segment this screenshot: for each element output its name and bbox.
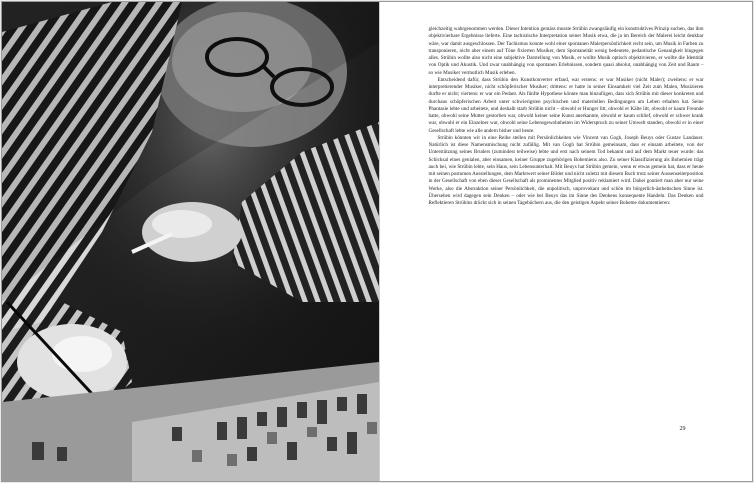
photograph-painter-at-work [2, 2, 379, 481]
page-number: 29 [679, 426, 686, 432]
book-spread [2, 2, 752, 481]
paragraph: gleichzeitig wahrgenommen werden. Dieser Intention gemäss musste Strübin zwangsläufig ein konstruktives Prinzip suchen, das ihm objektivierbare Ergebnisse lieferte. Eine tachistische Interpretation seiner Musik etwa, die ja im Bereich der Malerei leicht denkbar wäre, war damit ausgeschlossen. Der Tachismus konnte wohl einer spontanen Malerpersönlichkeit recht sein, um Musik in Farben zu transponieren, nicht aber einem auf Töne fixierten Musiker, dem Spontaneität wenig bedeutete, pedantische Genauigkeit hingegen alles. Strübin wollte also nicht eine subjektive Darstellung von Musik, er wollte Musik optisch objektivieren, er wollte die Identität von Optik und Akustik. Und zwar unabhängig von spontanen Erlebnissen, sondern quasi absolut, unabhängig von Zeit und Raum – so wie Musiker vermutlich Musik erleben. [428, 26, 704, 76]
paragraph: Entscheidend dafür, dass Strübin den Kunstkonverter erfand, war erstens: er war Musiker (nicht Maler); zweitens: er war interpretierender Musiker, nicht schöpferischer Musiker; drittens: er hatte in seiner Einsamkeit viel Zeit zum Malen, Musizieren durfte er nicht; viertens: er war ein Pedant. Als fünfte Hypothese könnte man hinzufügen, dass sich Strübin mit dieser konkreten und durchaus schöpferischen Arbeit unter schwierigsten psychischen und materiellen Bedingungen am Leben erhalten hat. Seine Phantasie lebte und arbeitete, und deshalb starb Strübin nicht – obwohl er Hunger litt, obwohl er Kälte litt, obwohl er kaum Freunde hatte, obwohl seine Mutter gestorben war, obwohl keiner seine Kunst anerkannte, obwohl er kaum schlief, obwohl er schwer krank war, obwohl er ein Einzelner war, obwohl seine Lebensgewohnheiten im Widerspruch zu seiner Umwelt standen, obwohl er in einer Gesellschaft lebte wie alle andern bisher und heute. [428, 76, 704, 134]
photo-page [2, 2, 379, 481]
paragraph: Strübin könnten wir in eine Reihe stellen mit Persönlichkeiten wie Vincent van Gogh, Joseph Beuys oder Gustav Landauer. Natürlich ist diese Namensmischung nicht zufällig. Mit van Gogh hat Strübin gemeinsam, dass er einsam arbeitete, von der Unterstützung seines Bruders (zumindest teilweise) lebte und erst nach seinem Tod bekannt und auf dem Markt teuer wurde: das Schicksal eines genialen, aber einsamen, keiner Gruppe zugehörigen Bohemiens also. Zu seiner Klassifizierung als Bohemien trägt auch bei, wie Strübin lebte, sein Haus, sein Lebensunterhalt. Mit Beuys hat Strübin gemein, wenn er etwas gemein hat, dass er heute mit seinen postumen Ausstellungen, dem Marktwert seiner Bilder und nicht zuletzt mit diesem Buch trotz seiner Aussenseiterposition in der Gesellschaft von eben dieser Gesellschaft als prominentes Mitglied positiv reklamiert wird. Dabei goutiert man aber nur seine Werke, also die Abstraktion seiner Persönlichkeit, die unpolitisch, unprovokant und schön im bürgerlich-ästhetischen Sinne ist. Übersehen wird dagegen sein Denken – oder wie bei Beuys das im Sinne des Denkens konsequente Handeln. Das Denken und Reflektieren Strübins drückt sich in seinen Tagebüchern aus, die den geistigen Aspekt seiner Boheme dokumentieren: [428, 134, 704, 206]
text-page [379, 2, 753, 481]
body-text [429, 26, 704, 207]
